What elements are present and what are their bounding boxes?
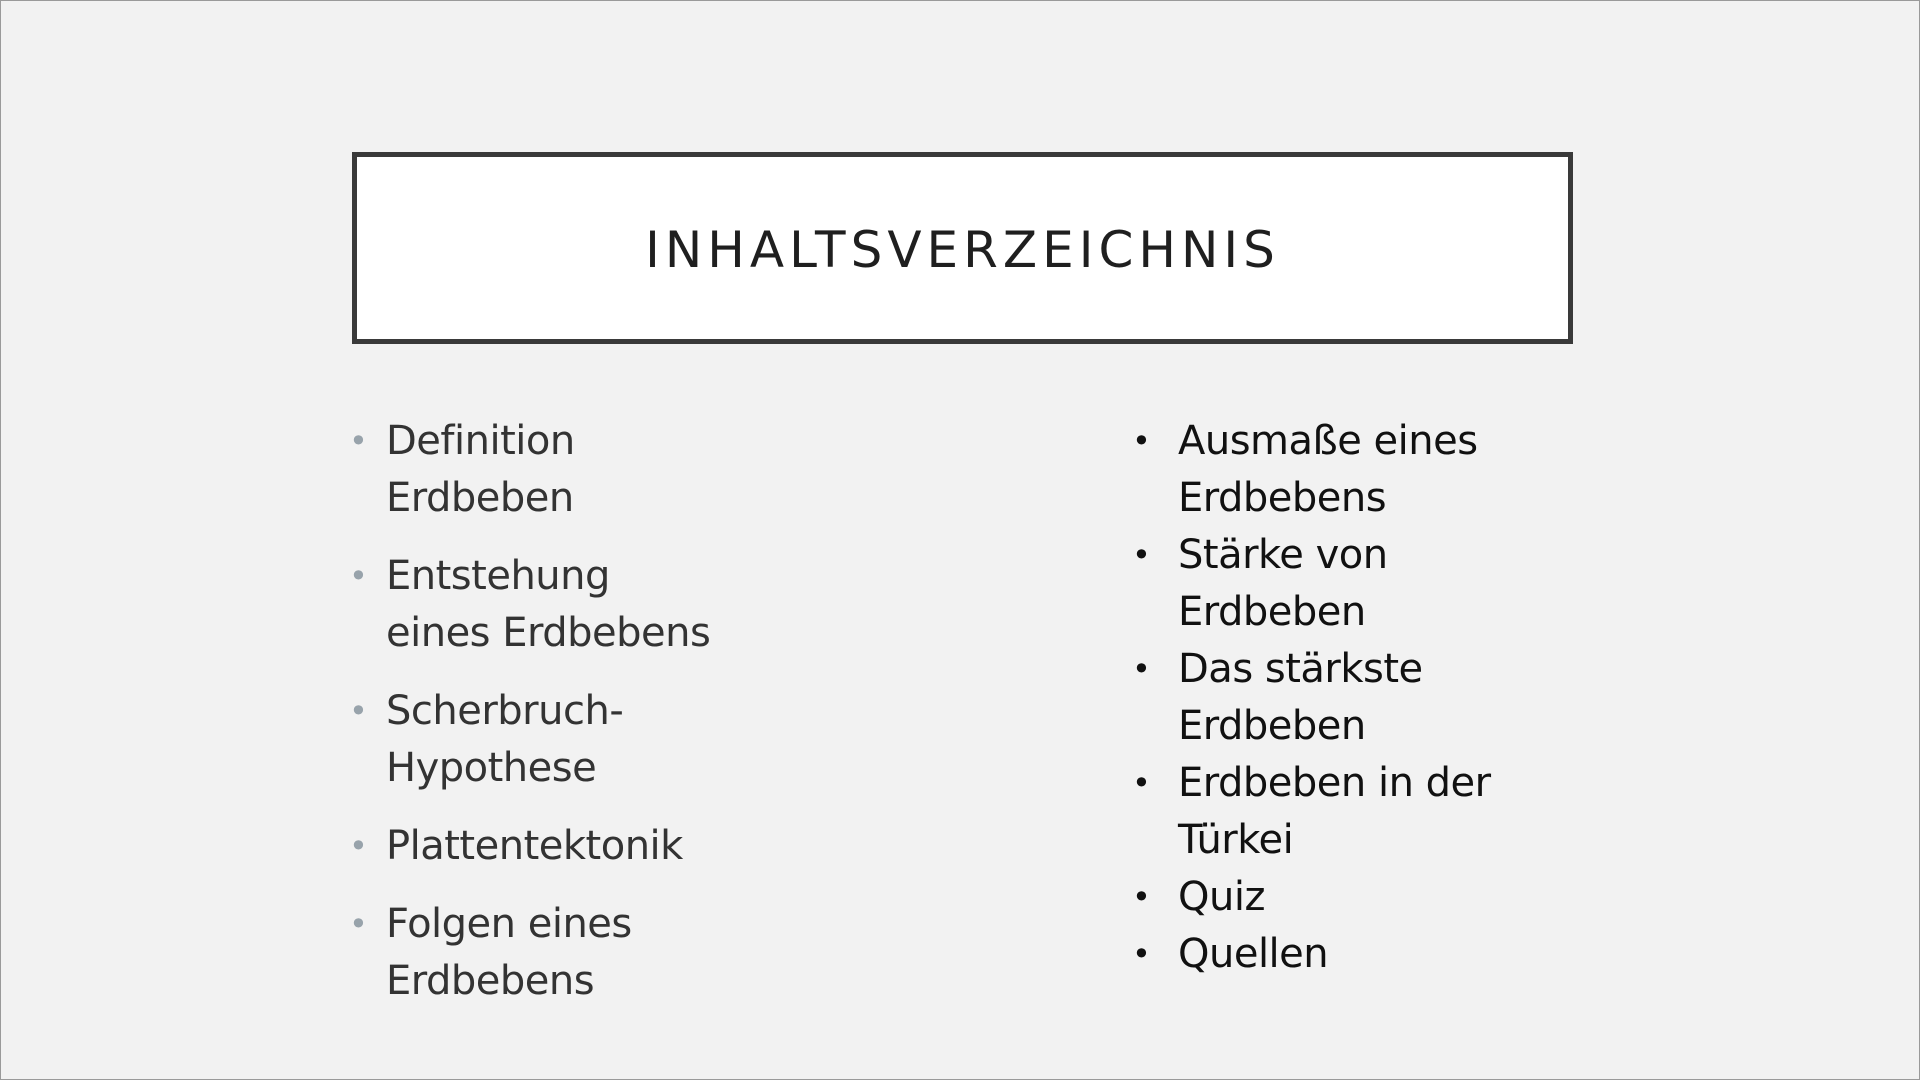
list-item-text: Das stärkste Erdbeben <box>1178 646 1423 749</box>
bullet-icon: • <box>349 422 368 460</box>
bullet-icon: • <box>1132 536 1151 574</box>
list-item <box>347 413 907 527</box>
bullet-icon: • <box>1132 650 1151 688</box>
bullet-icon: • <box>349 557 368 595</box>
bullet-icon: • <box>1132 878 1151 916</box>
list-item-text: Plattentektonik <box>386 823 683 869</box>
list-item-text: Scherbruch- Hypothese <box>386 688 624 791</box>
right-bullet-list <box>1129 413 1649 983</box>
list-item-text: Ausmaße eines Erdbebens <box>1178 418 1478 521</box>
bullet-icon: • <box>1132 764 1151 802</box>
list-item <box>347 683 907 797</box>
left-bullet-list <box>347 413 907 1031</box>
list-item-text: Erdbeben in der Türkei <box>1178 760 1491 863</box>
list-item <box>347 896 907 1010</box>
list-item-text: Entstehung eines Erdbebens <box>386 553 711 656</box>
bullet-icon: • <box>349 692 368 730</box>
bullet-icon: • <box>349 905 368 943</box>
list-item-text: Quellen <box>1178 931 1329 977</box>
list-item-text: Quiz <box>1178 874 1265 920</box>
list-item <box>1129 869 1649 926</box>
list-item <box>1129 641 1649 755</box>
list-item <box>1129 755 1649 869</box>
list-item <box>1129 413 1649 527</box>
list-item <box>347 548 907 662</box>
bullet-icon: • <box>1132 935 1151 973</box>
slide-title: INHALTSVERZEICHNIS <box>645 221 1280 279</box>
list-item <box>1129 527 1649 641</box>
list-item <box>1129 926 1649 983</box>
list-item <box>347 818 907 875</box>
bullet-icon: • <box>349 827 368 865</box>
list-item-text: Stärke von Erdbeben <box>1178 532 1388 635</box>
list-item-text: Folgen eines Erdbebens <box>386 901 632 1004</box>
list-item-text: Definition Erdbeben <box>386 418 575 521</box>
bullet-icon: • <box>1132 422 1151 460</box>
title-box <box>352 152 1573 344</box>
